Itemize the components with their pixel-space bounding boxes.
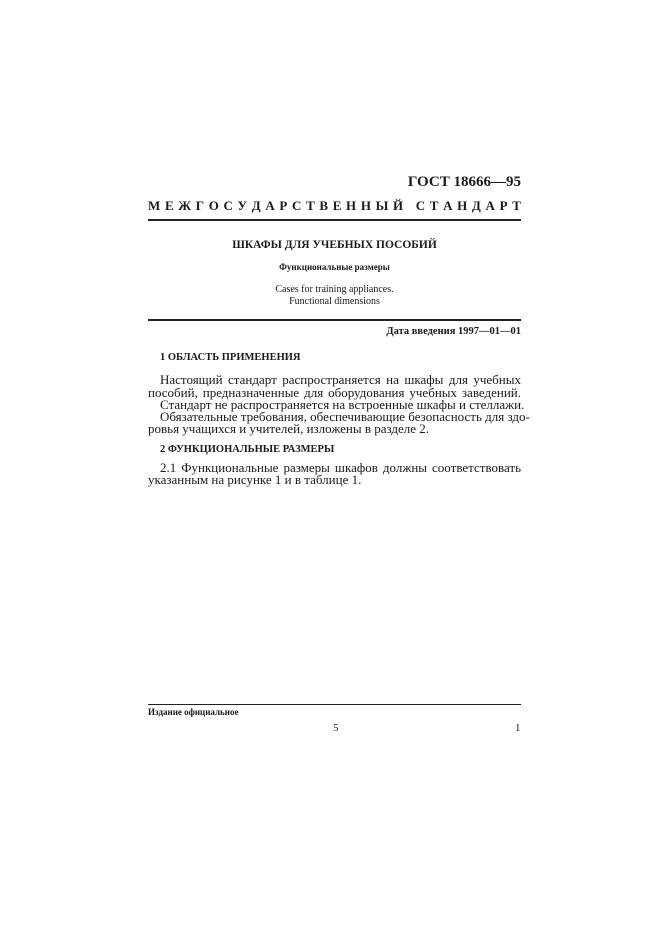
category-letter: В (319, 198, 329, 213)
category-letter: Т (429, 198, 439, 213)
category-letter: Р (499, 198, 508, 213)
section-heading: 1 ОБЛАСТЬ ПРИМЕНЕНИЯ (160, 352, 301, 363)
category-letter: Д (251, 198, 261, 213)
english-title-line: Functional dimensions (289, 296, 380, 307)
header-rule (148, 219, 521, 221)
paragraph-line: ровья учащихся и учителей, изложены в разделе 2. (148, 421, 430, 436)
category-letter: Н (457, 198, 468, 213)
section-heading: 2 ФУНКЦИОНАЛЬНЫЕ РАЗМЕРЫ (160, 444, 335, 455)
category-letter: Р (279, 198, 288, 213)
standard-category (148, 198, 521, 214)
category-letter: Й (393, 198, 404, 213)
sheet-number: 1 (515, 722, 521, 734)
paragraph-line: Настоящий стандарт распространяется на шкафы для учебных (160, 372, 521, 387)
english-title-line: Cases for training appliances. (275, 284, 394, 295)
category-letter: С (415, 198, 426, 213)
doc-subtitle: Функциональные размеры (279, 262, 390, 272)
title-rule (148, 319, 521, 321)
category-letter (408, 198, 411, 214)
edition-label: Издание официальное (148, 707, 239, 717)
category-letter: У (237, 198, 248, 213)
paragraph-line: Стандарт не распространяется на встроенные шкафы и стеллажи. (160, 397, 525, 412)
paragraph-line: Обязательные требования, обеспечивающие безопасность для здо- (160, 409, 530, 424)
doc-number: ГОСТ 18666—95 (407, 174, 521, 190)
category-letter: С (223, 198, 233, 213)
category-letter: Н (346, 198, 357, 213)
category-letter: Н (360, 198, 371, 213)
category-letter: А (485, 198, 495, 213)
footer-rule (148, 704, 521, 705)
category-letter: А (265, 198, 275, 213)
category-letter: Е (332, 198, 342, 213)
category-letter: Ж (178, 198, 192, 213)
category-letter: Е (164, 198, 174, 213)
effective-date: Дата введения 1997—01—01 (386, 326, 521, 337)
category-letter: Ы (375, 198, 389, 213)
category-letter: А (443, 198, 453, 213)
category-letter: Т (512, 198, 521, 213)
category-letter: О (208, 198, 219, 213)
paragraph-line: пособий, предназначенные для оборудования учебных заведений. (148, 385, 521, 400)
category-letter: Г (195, 198, 205, 213)
paragraph-line: 2.1 Функциональные размеры шкафов должны соответствовать (160, 460, 521, 475)
category-letter: Д (471, 198, 481, 213)
category-letter: С (292, 198, 302, 213)
doc-title: ШКАФЫ ДЛЯ УЧЕБНЫХ ПОСОБИЙ (232, 239, 437, 251)
paragraph-line: указанным на рисунке 1 и в таблице 1. (148, 472, 362, 487)
category-letter: Т (306, 198, 315, 213)
page-number: 5 (333, 722, 339, 734)
category-letter: М (148, 198, 161, 213)
